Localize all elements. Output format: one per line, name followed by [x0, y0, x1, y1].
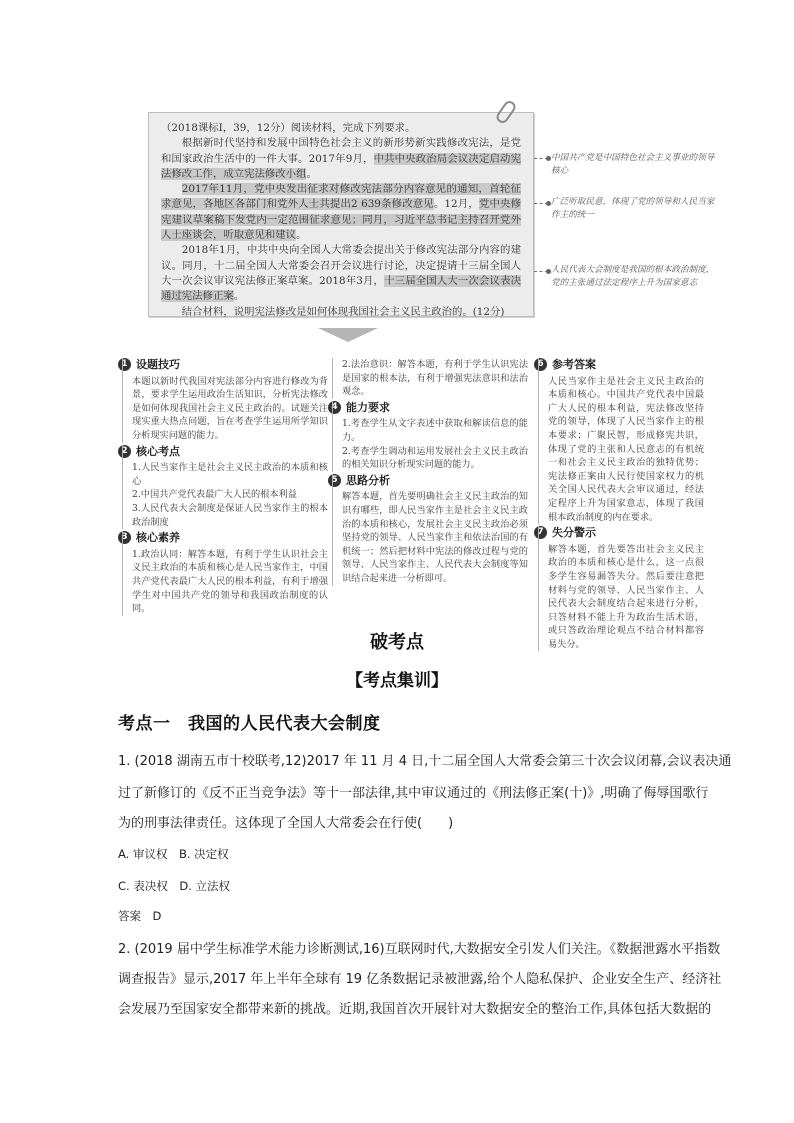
question-material-box	[148, 112, 534, 317]
section-text: 人民当家作主是社会主义民主政治的本质和核心。中国共产党代表中国最广大人民的根本利益，宪法修改坚持党的领导，体现了人民当家作主的根本要求；广聚民智，形成修宪共识，体现了党的主张和人民意志的有机统一和社会主义民主政治的独特优势；宪法修正案由人民行使国家权力的机关全国人民代表大会审议通过，经法定程序上升为国家意志，体现了我国根本政治制度的内在要求。	[548, 375, 704, 523]
q1-options-cd: C. 表决权 D. 立法权	[118, 879, 231, 893]
list-item: 2.考查学生调动和运用发展社会主义民主政治的相关知识分析现实问题的能力。	[342, 445, 528, 471]
highlight-text: 十三届全国人大一次会议表决通过宪法修正案	[161, 274, 521, 303]
analysis-column-1	[118, 358, 328, 618]
question-paragraph-4: 结合材料，说明宪法修改是如何体现我国社会主义民主政治的。(12分)	[181, 305, 505, 318]
section-title: 破考点	[370, 632, 424, 653]
number-badge: 3	[118, 531, 131, 544]
number-badge: 1	[118, 358, 131, 371]
highlight-text: 党中央修宪建议草案稿下发党内一定范围征求意见；同月，习近平总书记主持召开党外人士座谈会，听取意见和建议	[161, 198, 521, 242]
section-text: 1.政治认同：解答本题，有利于学生认识社会主义民主政治的本质和核心是人民当家作主，中国共产党代表最广大人民的根本利益，有利于增强学生对中国共产党的领导和我国政治制度的认同。	[132, 548, 328, 615]
section-thinking	[328, 474, 528, 586]
section-title: 失分警示	[552, 526, 596, 540]
q1-line-1: 1. (2018 湖南五市十校联考,12)2017 年 11 月 4 日,十二届全国人大常委会第三十次会议闭幕,会议表决通	[118, 754, 732, 769]
section-text: 本题以新时代我国对宪法部分内容进行修改为背景，要求学生运用政治生活知识，分析宪法修改是如何体现我国社会主义民主政治的。试题关注现实重大热点问题，旨在考查学生运用所学知识分析现实问题的能力。	[132, 375, 328, 441]
highlight-text: 2017年11月，党中央发出征求对修改宪法部分内容意见的通知，首轮征求意见，各地区各部门和党外人士共提出2 639条修改意见	[161, 183, 521, 211]
section-title: 思路分析	[346, 473, 390, 487]
section-title: 设题技巧	[136, 358, 180, 371]
section-title: 核心素养	[136, 531, 180, 545]
topic-heading: 考点一 我国的人民代表大会制度	[118, 714, 381, 734]
section-answer	[534, 358, 704, 524]
section-text: 解答本题，首先要明确社会主义民主政治的知识有哪些，即人民当家作主是社会主义民主政治的本质和核心，发展社会主义民主政治必须坚持党的领导、人民当家作主和依法治国的有机统一；然后把材料中宪法的修改过程与党的领导、人民当家作主、人民代表大会制度等知识结合起来进一分析即可。	[342, 491, 528, 584]
number-badge: 7	[534, 526, 547, 539]
list-item: 1.人民当家作主是社会主义民主政治的本质和核心	[132, 462, 328, 487]
list-item: 3.人民代表大会制度是保证人民当家作主的根本政治制度	[132, 502, 328, 528]
section-design-skill	[118, 358, 328, 443]
section-text: 解答本题，首先要答出社会主义民主政治的本质和核心是什么，这一点很多学生容易漏答失分。然后要注意把材料与党的领导、人民当家作主、人民代表大会制度结合起来进行分析，只答材料不能上升为政治生活术语，或只答政治理论观点不结合材料都容易失分。	[548, 543, 704, 650]
question-paragraph-2: 2017年11月，党中央发出征求对修改宪法部分内容意见的通知，首轮征求意见，各地区各部门和党外人士共提出2 639条修改意见。12月，党中央修宪建议草案稿下发党内一定范围征求意见；同月，习近平总书记主持召开党外人士座谈会，听取意见和建议。	[161, 183, 521, 242]
annotation-1: 中国共产党是中国特色社会主义事业的领导核心	[551, 153, 715, 176]
number-badge: 2	[118, 445, 131, 458]
list-item: 1.考查学生从文字表述中获取和解读信息的能力。	[342, 418, 528, 443]
annotation-3: 人民代表大会制度是我国的根本政治制度，党的主张通过法定程序上升为国家意志	[551, 265, 715, 288]
q1-answer: 答案 D	[118, 909, 162, 923]
question-header: （2018课标Ⅰ，39，12分）阅读材料，完成下列要求。	[161, 122, 416, 134]
section-core-points	[118, 445, 328, 530]
list-item: 2.中国共产党代表最广大人民的根本利益	[132, 489, 297, 501]
number-badge: 6	[534, 358, 547, 371]
section-title: 能力要求	[346, 400, 390, 414]
q2-line-1: 2. (2019 届中学生标准学术能力诊断测试,16)互联网时代,大数据安全引发人们关注。《数据泄露水平指数	[118, 942, 721, 957]
q1-line-3: 为的刑事法律责任。这体现了全国人大常委会在行使( )	[118, 816, 454, 831]
section-title: 核心考点	[136, 444, 180, 458]
q2-line-3: 会发展乃至国家安全都带来新的挑战。近期,我国首次开展针对大数据安全的整治工作,具体包括大数据的	[118, 1002, 712, 1017]
analysis-column-3	[534, 358, 704, 653]
section-title: 参考答案	[552, 358, 596, 371]
section-ability	[328, 401, 528, 472]
section-core-literacy-cont	[328, 358, 528, 399]
q2-line-2: 调查报告》显示,2017 年上半年全球有 19 亿条数据记录被泄露,给个人隐私保护、企业安全生产、经济社	[118, 972, 722, 987]
section-text: 2.法治意识：解答本题，有利于学生认识宪法是国家的根本法，有利于增强宪法意识和法治观念。	[342, 359, 528, 398]
analysis-column-2	[328, 358, 528, 588]
question-paragraph-3: 2018年1月，中共中央向全国人大常委会提出关于修改宪法部分内容的建议。同月，十二届全国人大常委会召开会议进行讨论，决定提请十三届全国人大一次会议审议宪法修正案草案。2018年3月，十三届全国人大一次会议表决通过宪法修正案。	[161, 244, 521, 303]
subtitle: 【考点集训】	[346, 671, 448, 691]
highlight-text: 中共中央政治局会议决定启动宪法修改工作，成立宪法修改小组	[161, 152, 521, 180]
annotation-2: 广泛听取民意，体现了党的领导和人民当家作主的统一	[551, 197, 715, 220]
number-badge: 4	[328, 401, 341, 414]
q1-options-ab: A. 审议权 B. 决定权	[118, 847, 229, 861]
number-badge: 5	[328, 474, 341, 487]
q1-line-2: 过了新修订的《反不正当竞争法》等十一部法律,其中审议通过的《刑法修正案(十)》,明确了侮辱国歌行	[118, 786, 709, 801]
section-core-literacy	[118, 531, 328, 616]
question-paragraph-1: 根据新时代坚持和发展中国特色社会主义的新形势新实践修改宪法，是党和国家政治生活中的一件大事。2017年9月，中共中央政治局会议决定启动宪法修改工作，成立宪法修改小组。	[161, 137, 521, 180]
flow-arrow-icon	[318, 328, 378, 342]
